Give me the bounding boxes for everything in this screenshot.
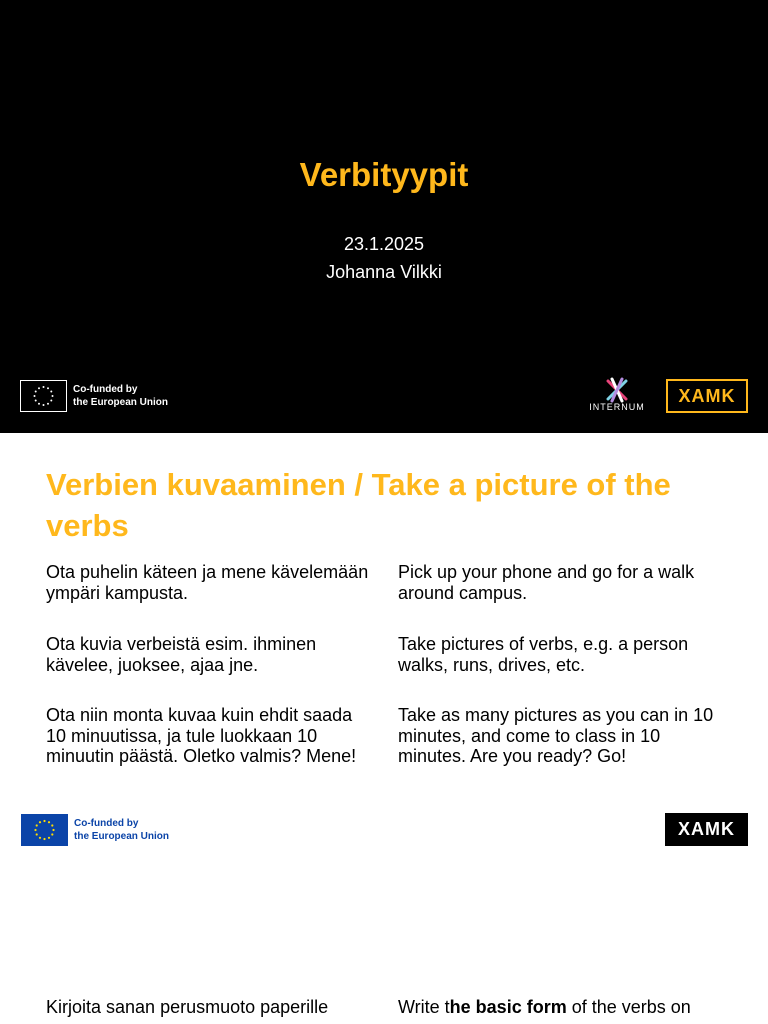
slide3-instruction-fi: Kirjoita sanan perusmuoto paperille <box>46 997 329 1017</box>
instruction-en-3: Take as many pictures as you can in 10 minutes, and come to class in 10 minutes. Are you ready? Go! <box>398 705 714 766</box>
eu-flag-icon <box>21 814 68 846</box>
eu-text-line2: the European Union <box>73 397 168 408</box>
slide3-text-post: of the verbs on <box>566 997 691 1017</box>
eu-cofunded-logo-light <box>21 814 169 846</box>
slide3-text-bold: he basic form <box>449 997 567 1017</box>
instruction-en-2: Take pictures of verbs, e.g. a person walks, runs, drives, etc. <box>398 634 689 675</box>
internum-logo-icon <box>582 377 652 403</box>
slide2-title: Verbien kuvaaminen / Take a picture of the verbs <box>46 467 671 543</box>
internum-wordmark: INTERNUM <box>589 402 645 412</box>
instruction-fi-1: Ota puhelin käteen ja mene kävelemään ympäri kampusta. <box>46 562 369 603</box>
eu-text-line1: Co-funded by <box>73 384 138 395</box>
xamk-logo-icon: XAMK <box>666 379 748 413</box>
internum-logo <box>582 377 652 417</box>
slide3-text-pre: Write t <box>398 997 450 1017</box>
instruction-en-1: Pick up your phone and go for a walk around campus. <box>398 562 695 603</box>
instruction-fi-2: Ota kuvia verbeistä esim. ihminen kävelee, juoksee, ajaa jne. <box>46 634 317 675</box>
title-slide <box>0 0 768 433</box>
slide-title: Verbityypit <box>299 156 469 193</box>
eu-cofunded-logo <box>20 380 168 412</box>
xamk-logo-icon: XAMK <box>665 813 748 846</box>
presentation-author: Johanna Vilkki <box>326 262 442 282</box>
instruction-fi-3: Ota niin monta kuvaa kuin ehdit saada 10 minuutissa, ja tule luokkaan 10 minuutin päästä. Oletko valmis? Mene! <box>46 705 357 766</box>
eu-text-line1: Co-funded by <box>74 818 139 829</box>
slide3-instruction-en <box>398 997 728 1018</box>
presentation-date: 23.1.2025 <box>343 234 425 254</box>
eu-text-line2: the European Union <box>74 831 169 842</box>
eu-flag-icon <box>20 380 67 412</box>
